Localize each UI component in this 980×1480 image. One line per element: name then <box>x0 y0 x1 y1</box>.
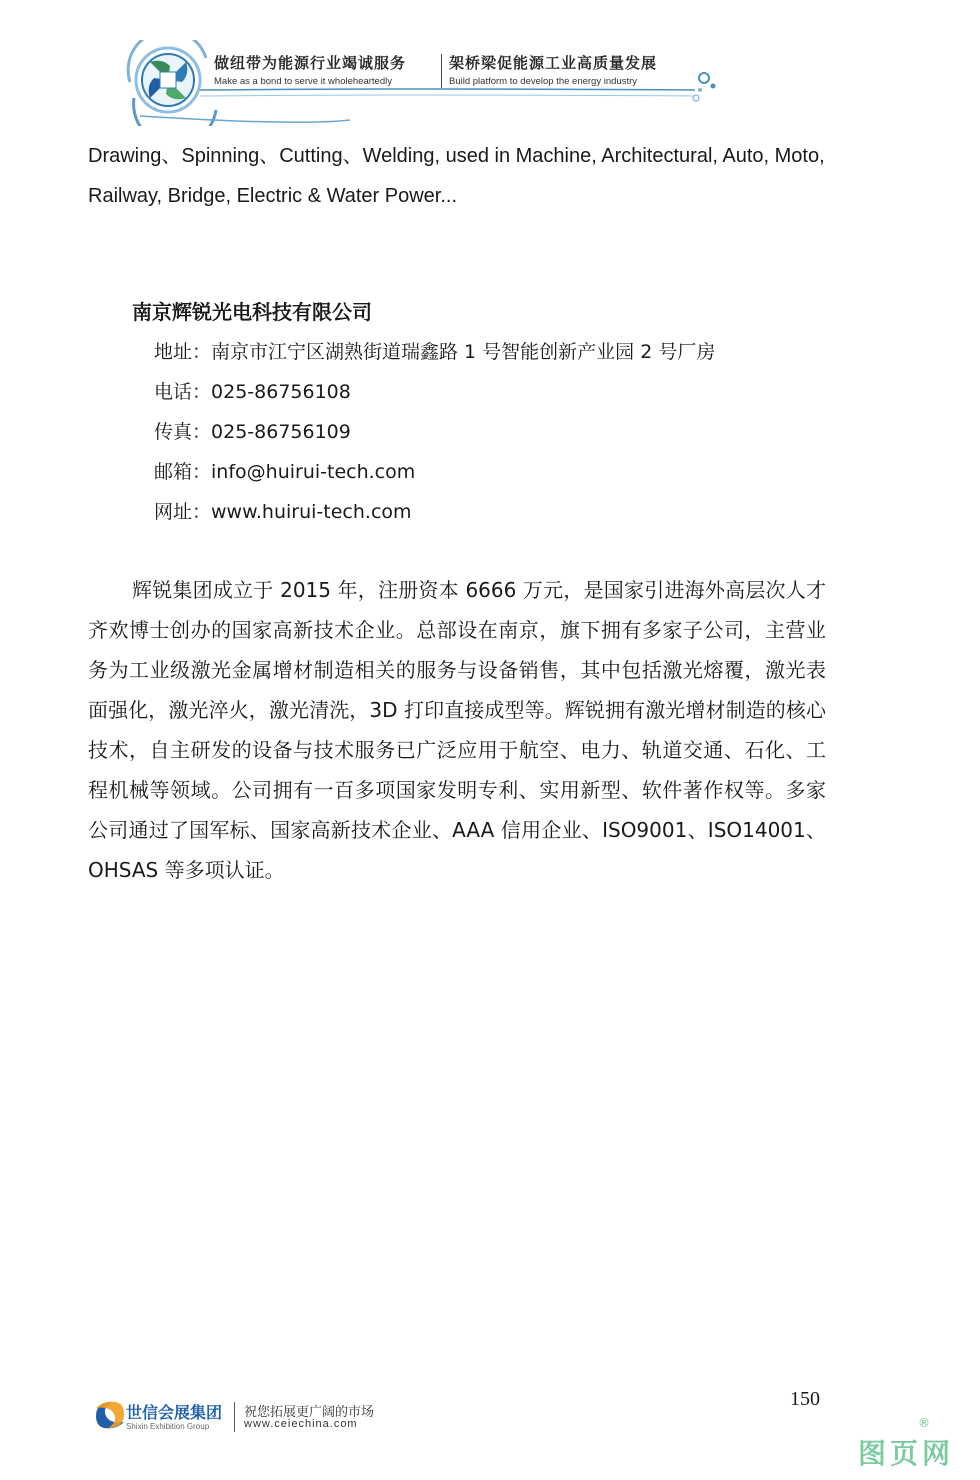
footer-url: www.ceiechina.com <box>244 1418 358 1430</box>
header-slogan-divider <box>441 54 442 88</box>
contact-email <box>154 452 715 492</box>
footer-divider <box>234 1402 235 1432</box>
contact-label: 地址： <box>154 341 212 363</box>
footer-brand-en: Shixin Exhibition Group <box>126 1422 210 1431</box>
contact-fax <box>154 412 715 452</box>
contact-label: 网址： <box>154 501 212 523</box>
header-slogan-cn-right: 架桥梁促能源工业高质量发展 <box>449 54 658 72</box>
contact-phone <box>154 372 715 412</box>
contact-website <box>154 492 715 532</box>
footer-logo-icon <box>90 1398 130 1432</box>
header-slogan-en-right: Build platform to develop the energy industry <box>449 76 637 87</box>
contact-value: www.huirui-tech.com <box>211 501 412 523</box>
company-name: 南京辉锐光电科技有限公司 <box>132 300 372 324</box>
watermark: 图页网 <box>858 1437 955 1470</box>
contact-list <box>154 332 715 532</box>
footer-brand: 世信会展集团 <box>126 1403 223 1422</box>
contact-value: info@huirui-tech.com <box>211 461 416 483</box>
contact-value: 南京市江宁区湖熟街道瑞鑫路 1 号智能创新产业园 2 号厂房 <box>211 341 716 363</box>
footer-tagline: 祝您拓展更广阔的市场 <box>244 1405 375 1420</box>
header-slogan-en-left: Make as a bond to serve it wholeheartedly <box>214 76 392 87</box>
contact-address <box>154 332 715 372</box>
header-slogan-cn-left: 做纽带为能源行业竭诚服务 <box>214 54 407 72</box>
contact-label: 传真： <box>154 421 212 443</box>
contact-label: 邮箱： <box>154 461 212 483</box>
contact-value: 025-86756109 <box>211 421 351 443</box>
intro-paragraph: Drawing、Spinning、Cutting、Welding, used in Machine, Architectural, Auto, Moto, Railway, Bridge, Electric & Water Power... <box>88 145 825 207</box>
contact-value: 025-86756108 <box>211 381 351 403</box>
page-number: 150 <box>790 1388 820 1410</box>
watermark-registered-mark: ® <box>918 1416 930 1430</box>
contact-label: 电话： <box>154 381 212 403</box>
company-description: 辉锐集团成立于 2015 年，注册资本 6666 万元，是国家引进海外高层次人才齐欢博士创办的国家高新技术企业。总部设在南京，旗下拥有多家子公司，主营业务为工业级激光金属增材制造相关的服务与设备销售，其中包括激光熔覆，激光表面强化，激光淬火，激光清洗，3D 打印直接成型等。辉锐拥有激光增材制造的核心技术，自主研发的设备与技术服务已广泛应用于航空、电力、轨道交通、石化、工程机械等领域。公司拥有一百多项国家发明专利、实用新型、软件著作权等。多家公司通过了国军标、国家高新技术企业、AAA 信用企业、ISO9001、ISO14001、OHSAS 等多项认证。 <box>88 578 826 882</box>
